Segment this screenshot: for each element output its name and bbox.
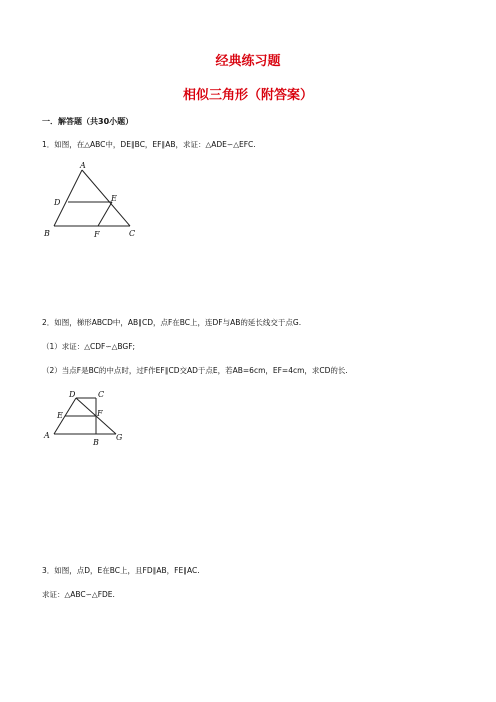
label-f: F [97,409,103,418]
label-g: G [116,433,123,442]
problem-2-part-1: （1）求证：△CDF∽△BGF; [42,342,136,351]
label-b: B [44,229,50,238]
label-b: B [93,438,99,447]
label-a: A [44,431,50,440]
figure-1-lines [54,170,130,226]
label-c: C [98,390,105,399]
problem-2-part-2: （2）当点F是BC的中点时，过F作EF∥CD交AD于点E，若AB=6cm，EF=4cm，求CD的长. [42,366,348,375]
label-a: A [80,161,86,170]
segment-ef [98,202,112,226]
problem-2-figure [40,386,140,452]
page-subtitle: 相似三角形（附答案） [182,88,313,103]
label-d: D [54,198,61,207]
segment-ac [82,170,130,226]
label-f: F [94,230,100,239]
problem-3-text: 3．如图，点D，E在BC上，且FD∥AB，FE∥AC. [42,566,200,575]
problem-1-figure [40,158,150,240]
page-title: 经典练习题 [215,54,281,69]
problem-1-text: 1．如图，在△ABC中，DE∥BC，EF∥AB，求证：△ADE∽△EFC. [42,140,256,149]
section-heading: 一．解答题（共30小题） [42,117,134,126]
label-e: E [57,411,63,420]
label-e: E [111,194,117,203]
label-d: D [69,390,76,399]
figure-2-lines [54,398,116,434]
problem-2-text: 2．如图，梯形ABCD中，AB∥CD，点F在BC上，连DF与AB的延长线交于点G. [42,318,302,327]
label-c: C [129,229,136,238]
problem-3-proof: 求证：△ABC∽△FDE. [42,590,115,599]
